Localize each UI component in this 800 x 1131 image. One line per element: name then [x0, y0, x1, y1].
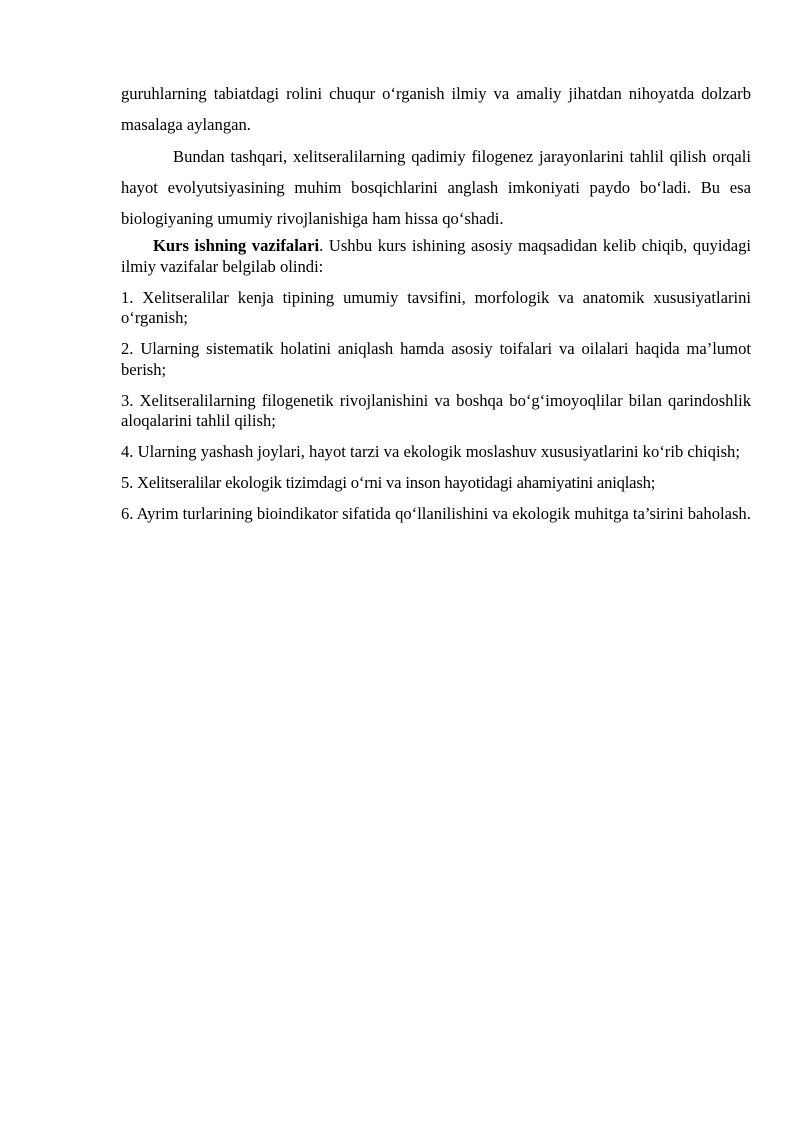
task-item-5: 5. Xelitseralilar ekologik tizimdagi o‘rni va inson hayotidagi ahamiyatini aniqlash; [121, 472, 656, 492]
intro-section [121, 78, 751, 234]
task-item-2: 2. Ularning sistematik holatini aniqlash hamda asosiy toifalari va oilalari haqida ma’lumot berish; [121, 339, 751, 379]
tasks-intro-text: . Ushbu kurs ishining asosiy maqsadidan kelib chiqib, quyidagi ilmiy vazifalar belgilab olindi: [121, 236, 751, 276]
page-content [121, 78, 751, 535]
task-item-1: 1. Xelitseralilar kenja tipining umumiy tavsifini, morfologik va anatomik xususiyatlarini o‘rganish; [121, 287, 751, 328]
paragraph-phylogeny: Bundan tashqari, xelitseralilarning qadimiy filogenez jarayonlarini tahlil qilish orqali hayot evolyutsiyasining muhim bosqichlarini anglash imkoniyati paydo bo‘ladi. Bu esa biologiyaning umumiy rivojlanishiga ham hissa qo‘shadi. [121, 146, 751, 229]
task-item-4: 4. Ularning yashash joylari, hayot tarzi va ekologik moslashuv xususiyatlarini ko‘rib chiqish; [121, 442, 740, 462]
tasks-heading: Kurs ishning vazifalari [153, 236, 320, 256]
task-item-6: 6. Ayrim turlarining bioindikator sifatida qo‘llanilishini va ekologik muhitga ta’sirini baholash. [121, 503, 751, 523]
tasks-heading-paragraph [121, 236, 751, 277]
task-item-3: 3. Xelitseralilarning filogenetik rivojlanishini va boshqa bo‘g‘imoyoqlilar bilan qarindoshlik aloqalarini tahlil qilish; [121, 390, 751, 431]
paragraph-continuation: guruhlarning tabiatdagi rolini chuqur o‘rganish ilmiy va amaliy jihatdan nihoyatda dolzarb masalaga aylangan. [121, 84, 751, 135]
tasks-section [121, 236, 751, 524]
